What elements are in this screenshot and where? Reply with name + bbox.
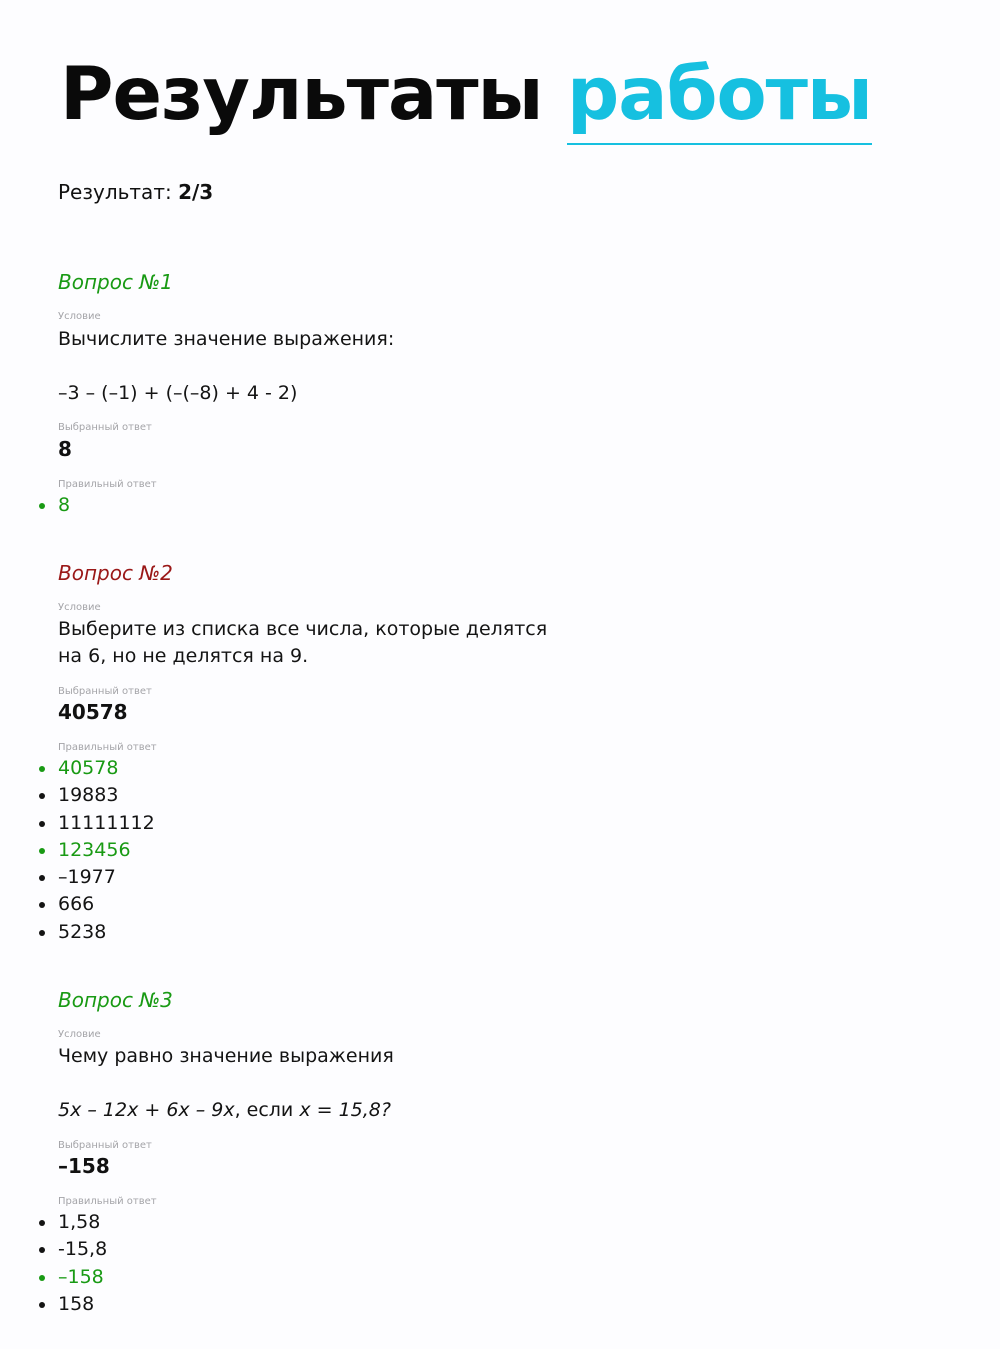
formula-expression: 5x – 12x + 6x – 9x — [58, 1099, 235, 1121]
answer-option: -15,8 — [58, 1236, 107, 1263]
correct-answer-label: Правильный ответ — [58, 742, 157, 753]
answer-option: –1977 — [58, 864, 155, 891]
score-summary — [58, 178, 213, 206]
answer-option-correct: 40578 — [58, 755, 155, 782]
selected-answer-label: Выбранный ответ — [58, 422, 152, 433]
answer-option: 19883 — [58, 782, 155, 809]
answer-option: 5238 — [58, 919, 155, 946]
answer-list — [58, 755, 155, 946]
condition-label: Условие — [58, 602, 101, 613]
question-title: Вопрос №3 — [58, 988, 173, 1012]
answer-list — [58, 492, 70, 519]
answer-option-correct: 123456 — [58, 837, 155, 864]
question-condition-line-1: Выберите из списка все числа, которые делятся — [58, 618, 548, 640]
question-1 — [58, 268, 958, 516]
page-title — [60, 50, 872, 140]
question-2 — [58, 559, 958, 943]
answer-option: 1,58 — [58, 1209, 107, 1236]
score-value: 2/3 — [178, 180, 214, 204]
question-condition: Вычислите значение выражения: — [58, 328, 395, 350]
page-title-main: Результаты — [60, 52, 543, 137]
answer-option: 666 — [58, 891, 155, 918]
question-title: Вопрос №1 — [58, 270, 173, 294]
selected-answer: 8 — [58, 437, 72, 461]
question-title: Вопрос №2 — [58, 561, 173, 585]
answer-option: 158 — [58, 1291, 107, 1318]
condition-label: Условие — [58, 1029, 101, 1040]
selected-answer: –158 — [58, 1154, 110, 1178]
question-3 — [58, 986, 958, 1315]
selected-answer: 40578 — [58, 700, 128, 724]
question-condition-line-2: на 6, но не делятся на 9. — [58, 645, 309, 667]
selected-answer-label: Выбранный ответ — [58, 686, 152, 697]
correct-answer-label: Правильный ответ — [58, 479, 157, 490]
page-title-accent: работы — [567, 52, 872, 145]
question-formula: –3 – (–1) + (–(–8) + 4 - 2) — [58, 382, 298, 404]
correct-answer-label: Правильный ответ — [58, 1196, 157, 1207]
score-label: Результат: — [58, 180, 172, 204]
answer-option: 11111112 — [58, 810, 155, 837]
selected-answer-label: Выбранный ответ — [58, 1140, 152, 1151]
answer-option-correct: 8 — [58, 492, 70, 519]
answer-list — [58, 1209, 107, 1318]
question-condition: Чему равно значение выражения — [58, 1045, 394, 1067]
condition-label: Условие — [58, 311, 101, 322]
formula-condition: x = 15,8? — [299, 1099, 391, 1121]
formula-connector: , если — [234, 1099, 300, 1121]
answer-option-correct: –158 — [58, 1264, 107, 1291]
question-formula — [58, 1097, 391, 1124]
